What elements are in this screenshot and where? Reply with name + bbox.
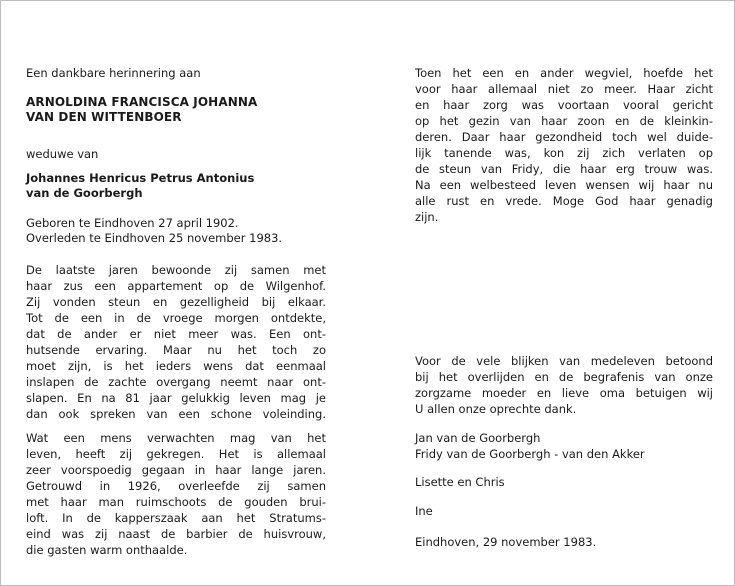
death-text: Overleden te Eindhoven 25 november 1983. bbox=[26, 231, 283, 245]
left-para1-line: inslapen de zachte overgang neemt naar ont- bbox=[26, 375, 326, 389]
left-para1-line: dat de ander er niet meer was. Een ont- bbox=[26, 327, 326, 341]
left-para2-line: Wat een mens verwachten mag van het bbox=[26, 431, 326, 445]
left-para1-line: Zij vonden steun en gezelligheid bij elkaar. bbox=[26, 295, 326, 309]
left-para2-line: zeer voorspoedig gegaan in haar lange jaren. bbox=[26, 463, 326, 477]
thanks-line: bij het overlijden en de begrafenis van onze bbox=[415, 370, 713, 384]
left-para1-line: De laatste jaren bewoonde zij samen met bbox=[26, 263, 326, 277]
left-para1-line: hutsende ervaring. Maar nu het toch zo bbox=[26, 343, 326, 357]
signatory-fridy: Fridy van de Goorbergh - van den Akker bbox=[415, 447, 645, 461]
right-para1-line: lijk tanende was, kon zij zich verlaten op bbox=[415, 146, 713, 160]
deceased-name-line1: ARNOLDINA FRANCISCA JOHANNA bbox=[26, 95, 258, 109]
right-para1-line: zijn. bbox=[415, 210, 439, 224]
signatory-ine: Ine bbox=[415, 504, 433, 518]
right-para1-line: Toen het een en ander wegviel, hoefde het bbox=[415, 66, 713, 80]
right-para1-line: voor haar allemaal niet zo meer. Haar zicht bbox=[415, 82, 713, 96]
left-para1-line: moet zijn, is het ieders wens dat eenmaal bbox=[26, 359, 326, 373]
widow-of-text: weduwe van bbox=[26, 147, 99, 161]
closing-date-place: Eindhoven, 29 november 1983. bbox=[415, 535, 597, 549]
left-para2-line: die gasten warm onthaalde. bbox=[26, 543, 188, 557]
right-para1-line: de steun van Fridy, die haar erg trouw was. bbox=[415, 162, 713, 176]
right-para1-line: Na een welbesteed leven wensen wij haar nu bbox=[415, 178, 713, 192]
husband-name-line1: Johannes Henricus Petrus Antonius bbox=[26, 171, 255, 185]
husband-name-line2: van de Goorbergh bbox=[26, 186, 143, 200]
right-para1-line: en haar zorg was voortaan vooral gericht bbox=[415, 98, 713, 112]
left-para2-line: loft. In de kapperszaak aan het Stratums- bbox=[26, 511, 326, 525]
thanks-line: zorgzame moeder en lieve oma betuigen wij bbox=[415, 386, 713, 400]
left-para1-line: dan ook spreken van een schone voleinding. bbox=[26, 407, 326, 421]
left-para1-line: haar zus een appartement op de Wilgenhof. bbox=[26, 279, 326, 293]
thanks-line: U allen onze oprechte dank. bbox=[415, 402, 577, 416]
left-para2-line: leven, heeft zij gekregen. Het is allemaal bbox=[26, 447, 326, 461]
right-para1-line: alle rust en vrede. Moge God haar genadig bbox=[415, 194, 713, 208]
signatory-lisette-chris: Lisette en Chris bbox=[415, 475, 505, 489]
left-para2-line: eind was zij naast de barbier de huisvrouw, bbox=[26, 527, 326, 541]
thanks-line: Voor de vele blijken van medeleven betoond bbox=[415, 354, 713, 368]
left-para2-line: met haar man ruimschoots de gouden brui- bbox=[26, 495, 326, 509]
deceased-name-line2: VAN DEN WITTENBOER bbox=[26, 110, 182, 124]
left-para1-line: slapen. En na 81 jaar gelukkig leven mag je bbox=[26, 391, 326, 405]
left-para1-line: Tot de een in de vroege morgen ontdekte, bbox=[26, 311, 326, 325]
left-para2-line: Getrouwd in 1926, overleefde zij samen bbox=[26, 479, 326, 493]
birth-text: Geboren te Eindhoven 27 april 1902. bbox=[26, 216, 239, 230]
intro-text: Een dankbare herinnering aan bbox=[26, 66, 201, 80]
signatory-jan: Jan van de Goorbergh bbox=[415, 431, 541, 445]
right-para1-line: op het gezin van haar zoon en de kleinkin- bbox=[415, 114, 713, 128]
right-para1-line: deren. Daar haar gezondheid toch wel duide- bbox=[415, 130, 713, 144]
